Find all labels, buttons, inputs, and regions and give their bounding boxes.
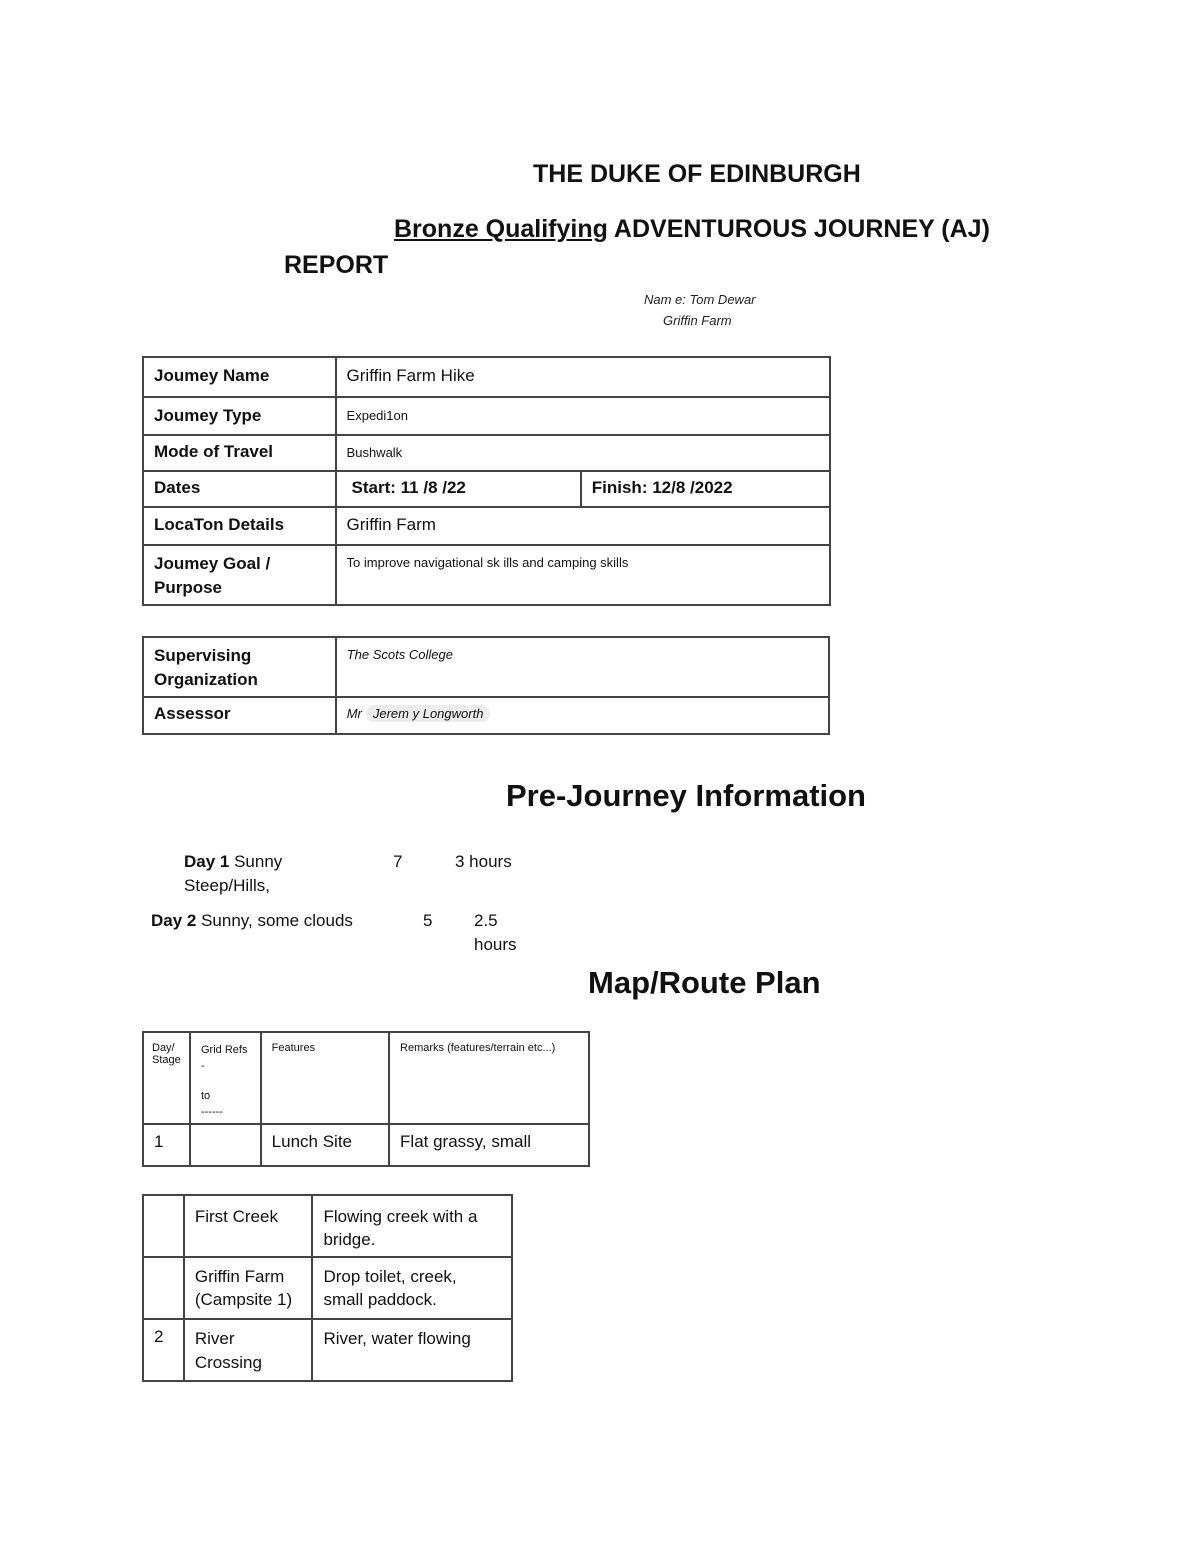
- row1-remark: Flat grassy, small: [389, 1124, 589, 1166]
- route-plan-table: [142, 1031, 590, 1167]
- row2-day: [143, 1195, 184, 1257]
- col-header-features: Features: [261, 1032, 389, 1124]
- col-header-remarks: Remarks (features/terrain etc...): [389, 1032, 589, 1124]
- participant-name: Nam e: Tom Dewar: [644, 292, 756, 307]
- row4-feature: River Crossing: [184, 1319, 313, 1381]
- day1-weather: [184, 852, 282, 872]
- table-row: [143, 1319, 512, 1381]
- assessor-label: Assessor: [143, 697, 336, 734]
- journey-goal-label: Joumey Goal / Purpose: [143, 545, 336, 605]
- row3-remark: Drop toilet, creek, small paddock.: [312, 1257, 512, 1319]
- supervision-table: [142, 636, 830, 735]
- mode-of-travel-value: Bushwalk: [336, 435, 830, 471]
- row1-grid: [190, 1124, 261, 1166]
- dates-label: Dates: [143, 471, 336, 507]
- day2-duration: 2.5: [474, 911, 498, 930]
- row2-remark: Flowing creek with a bridge.: [312, 1195, 512, 1257]
- table-row: [143, 1124, 589, 1166]
- grid-refs-to: to: [200, 1090, 211, 1102]
- day1-number: 7: [393, 852, 403, 871]
- grid-refs-label: Grid Refs: [200, 1044, 248, 1056]
- journey-type-label: Joumey Type: [143, 397, 336, 435]
- document-subtitle-line2: REPORT: [284, 251, 389, 279]
- pre-journey-heading: Pre-Journey Information: [506, 778, 866, 813]
- finish-date: Finish: 12/8 /2022: [581, 471, 830, 507]
- day2-number: 5: [423, 911, 433, 930]
- col-header-day: Day/ Stage: [143, 1032, 190, 1124]
- mode-of-travel-label: Mode of Travel: [143, 435, 336, 471]
- route-plan-table-continued: [142, 1194, 513, 1382]
- day1-duration: 3 hours: [455, 852, 512, 871]
- day1-weather-text: Sunny: [229, 852, 283, 871]
- table-row: [143, 1257, 512, 1319]
- row4-day: 2: [143, 1319, 184, 1381]
- grid-refs-dash: -: [200, 1060, 205, 1072]
- journey-type-value: Expedi1on: [336, 397, 830, 435]
- location-value: Griffin Farm: [336, 507, 830, 545]
- qualifying-level: Bronze Qualifying: [394, 215, 608, 243]
- supervising-org-value: The Scots College: [336, 637, 829, 697]
- row1-day: 1: [143, 1124, 190, 1166]
- document-subtitle: [394, 215, 990, 244]
- location-label: LocaTon Details: [143, 507, 336, 545]
- row3-day: [143, 1257, 184, 1319]
- assessor-name-chip[interactable]: Jerem y Longworth: [366, 705, 491, 722]
- row3-feature: Griffin Farm (Campsite 1): [184, 1257, 313, 1319]
- document-title: THE DUKE OF EDINBURGH: [533, 160, 861, 188]
- participant-location: Griffin Farm: [663, 313, 732, 328]
- journey-name-label: Joumey Name: [143, 357, 336, 397]
- journey-goal-value: To improve navigational sk ills and camping skills: [336, 545, 830, 605]
- assessor-prefix: Mr: [346, 706, 362, 721]
- row4-remark: River, water flowing: [312, 1319, 512, 1381]
- row1-feature: Lunch Site: [261, 1124, 389, 1166]
- supervising-org-label: Supervising Organization: [143, 637, 336, 697]
- day1-label: Day 1: [184, 852, 230, 871]
- grid-refs-line: ------: [200, 1106, 223, 1118]
- start-date: Start: 11 /8 /22: [336, 471, 581, 507]
- subtitle-rest: ADVENTUROUS JOURNEY (AJ): [607, 215, 990, 243]
- assessor-value: [336, 697, 829, 734]
- day2-label: Day 2: [151, 911, 197, 930]
- journey-name-value: Griffin Farm Hike: [336, 357, 830, 397]
- day2-duration-unit: hours: [474, 935, 517, 954]
- row2-feature: First Creek: [184, 1195, 313, 1257]
- journey-details-table: [142, 356, 831, 606]
- day2-weather: [151, 911, 353, 931]
- table-row: [143, 1195, 512, 1257]
- col-header-grid-refs: [190, 1032, 261, 1124]
- day1-terrain: Steep/Hills,: [184, 876, 270, 895]
- day2-weather-text: Sunny, some clouds: [196, 911, 353, 930]
- route-plan-heading: Map/Route Plan: [588, 965, 821, 1000]
